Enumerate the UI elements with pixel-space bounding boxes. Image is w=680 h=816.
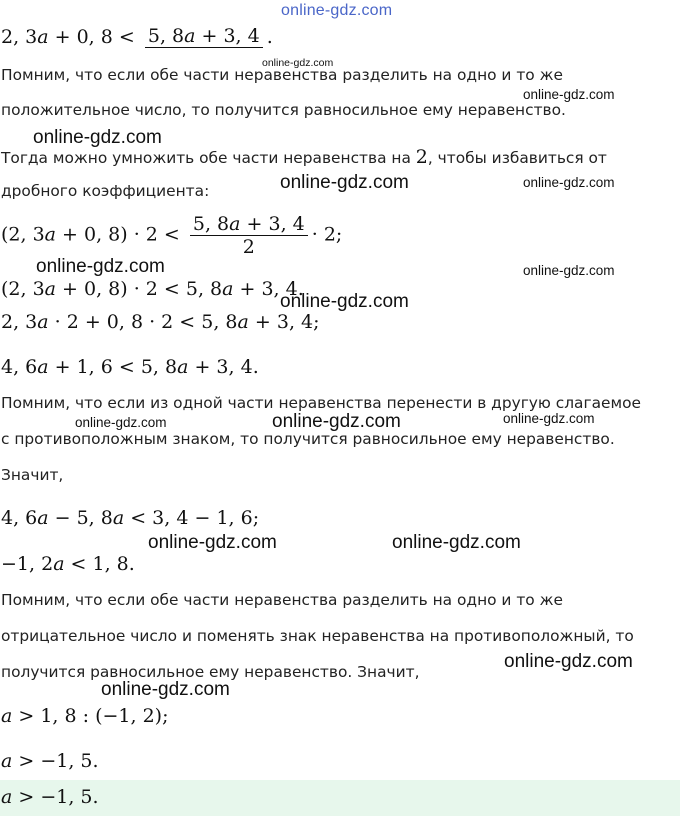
watermark: online-gdz.com	[262, 57, 334, 69]
paragraph-2-line-1	[1, 146, 607, 168]
math-line-1-left: 2, 3a + 0, 8 <	[1, 26, 135, 48]
math-line-2-numerator: 5, 8a + 3, 4	[190, 214, 308, 236]
watermark: online-gdz.com	[392, 532, 521, 553]
paragraph-5-line-3: получится равносильное ему неравенство. Значит,	[1, 663, 420, 681]
paragraph-2-text-a: Тогда можно умножить обе части неравенства на	[1, 149, 411, 167]
math-line-6: 4, 6a − 5, 8a < 3, 4 − 1, 6;	[1, 507, 260, 529]
paragraph-2-number: 2	[415, 146, 428, 168]
paragraph-1-line-2: положительное число, то получится равносильное ему неравенство.	[1, 101, 566, 119]
watermark: online-gdz.com	[523, 263, 615, 278]
paragraph-5-line-2: отрицательное число и поменять знак неравенства на противоположный, то	[1, 627, 634, 645]
answer-box	[0, 780, 680, 816]
watermark: online-gdz.com	[101, 679, 230, 700]
math-line-2-fraction	[190, 214, 308, 257]
watermark: online-gdz.com	[523, 87, 615, 102]
math-line-1-fraction	[145, 26, 263, 48]
watermark: online-gdz.com	[504, 651, 633, 672]
watermark: online-gdz.com	[36, 256, 165, 277]
math-line-3: (2, 3a + 0, 8) · 2 < 5, 8a + 3, 4.	[1, 278, 304, 300]
paragraph-5-line-1: Помним, что если обе части неравенства разделить на одно и то же	[1, 591, 563, 609]
watermark: online-gdz.com	[280, 291, 409, 312]
watermark: online-gdz.com	[75, 415, 167, 430]
math-line-2-left: (2, 3a + 0, 8) · 2 <	[1, 223, 180, 246]
answer-text: a > −1, 5.	[1, 786, 99, 808]
paragraph-2-text-b: , чтобы избавиться от	[427, 149, 607, 167]
math-line-1-numerator: 5, 8a + 3, 4	[145, 26, 263, 48]
math-line-2-right: · 2;	[311, 223, 343, 246]
math-line-7: −1, 2a < 1, 8.	[1, 553, 135, 575]
watermark: online-gdz.com	[148, 532, 277, 553]
watermark-top: online-gdz.com	[281, 2, 393, 19]
paragraph-2-line-2: дробного коэффициента:	[1, 182, 210, 200]
watermark: online-gdz.com	[272, 411, 401, 432]
math-line-9: a > −1, 5.	[1, 750, 99, 772]
math-line-5: 4, 6a + 1, 6 < 5, 8a + 3, 4.	[1, 356, 259, 378]
paragraph-1-line-1: Помним, что если обе части неравенства разделить на одно и то же	[1, 66, 563, 84]
watermark: online-gdz.com	[280, 172, 409, 193]
watermark: online-gdz.com	[33, 127, 162, 148]
watermark: online-gdz.com	[503, 411, 595, 426]
math-line-1	[1, 26, 273, 48]
math-line-2-denominator: 2	[242, 236, 255, 258]
paragraph-3-line-2: с противоположным знаком, то получится равносильное ему неравенство.	[1, 430, 615, 448]
math-line-8: a > 1, 8 : (−1, 2);	[1, 705, 169, 727]
math-line-2	[1, 214, 342, 257]
paragraph-4: Значит,	[1, 466, 64, 484]
watermark: online-gdz.com	[523, 175, 615, 190]
math-line-4: 2, 3a · 2 + 0, 8 · 2 < 5, 8a + 3, 4;	[1, 311, 320, 333]
paragraph-3-line-1: Помним, что если из одной части неравенства перенести в другую слагаемое	[1, 394, 641, 412]
math-line-1-end: .	[266, 26, 273, 48]
